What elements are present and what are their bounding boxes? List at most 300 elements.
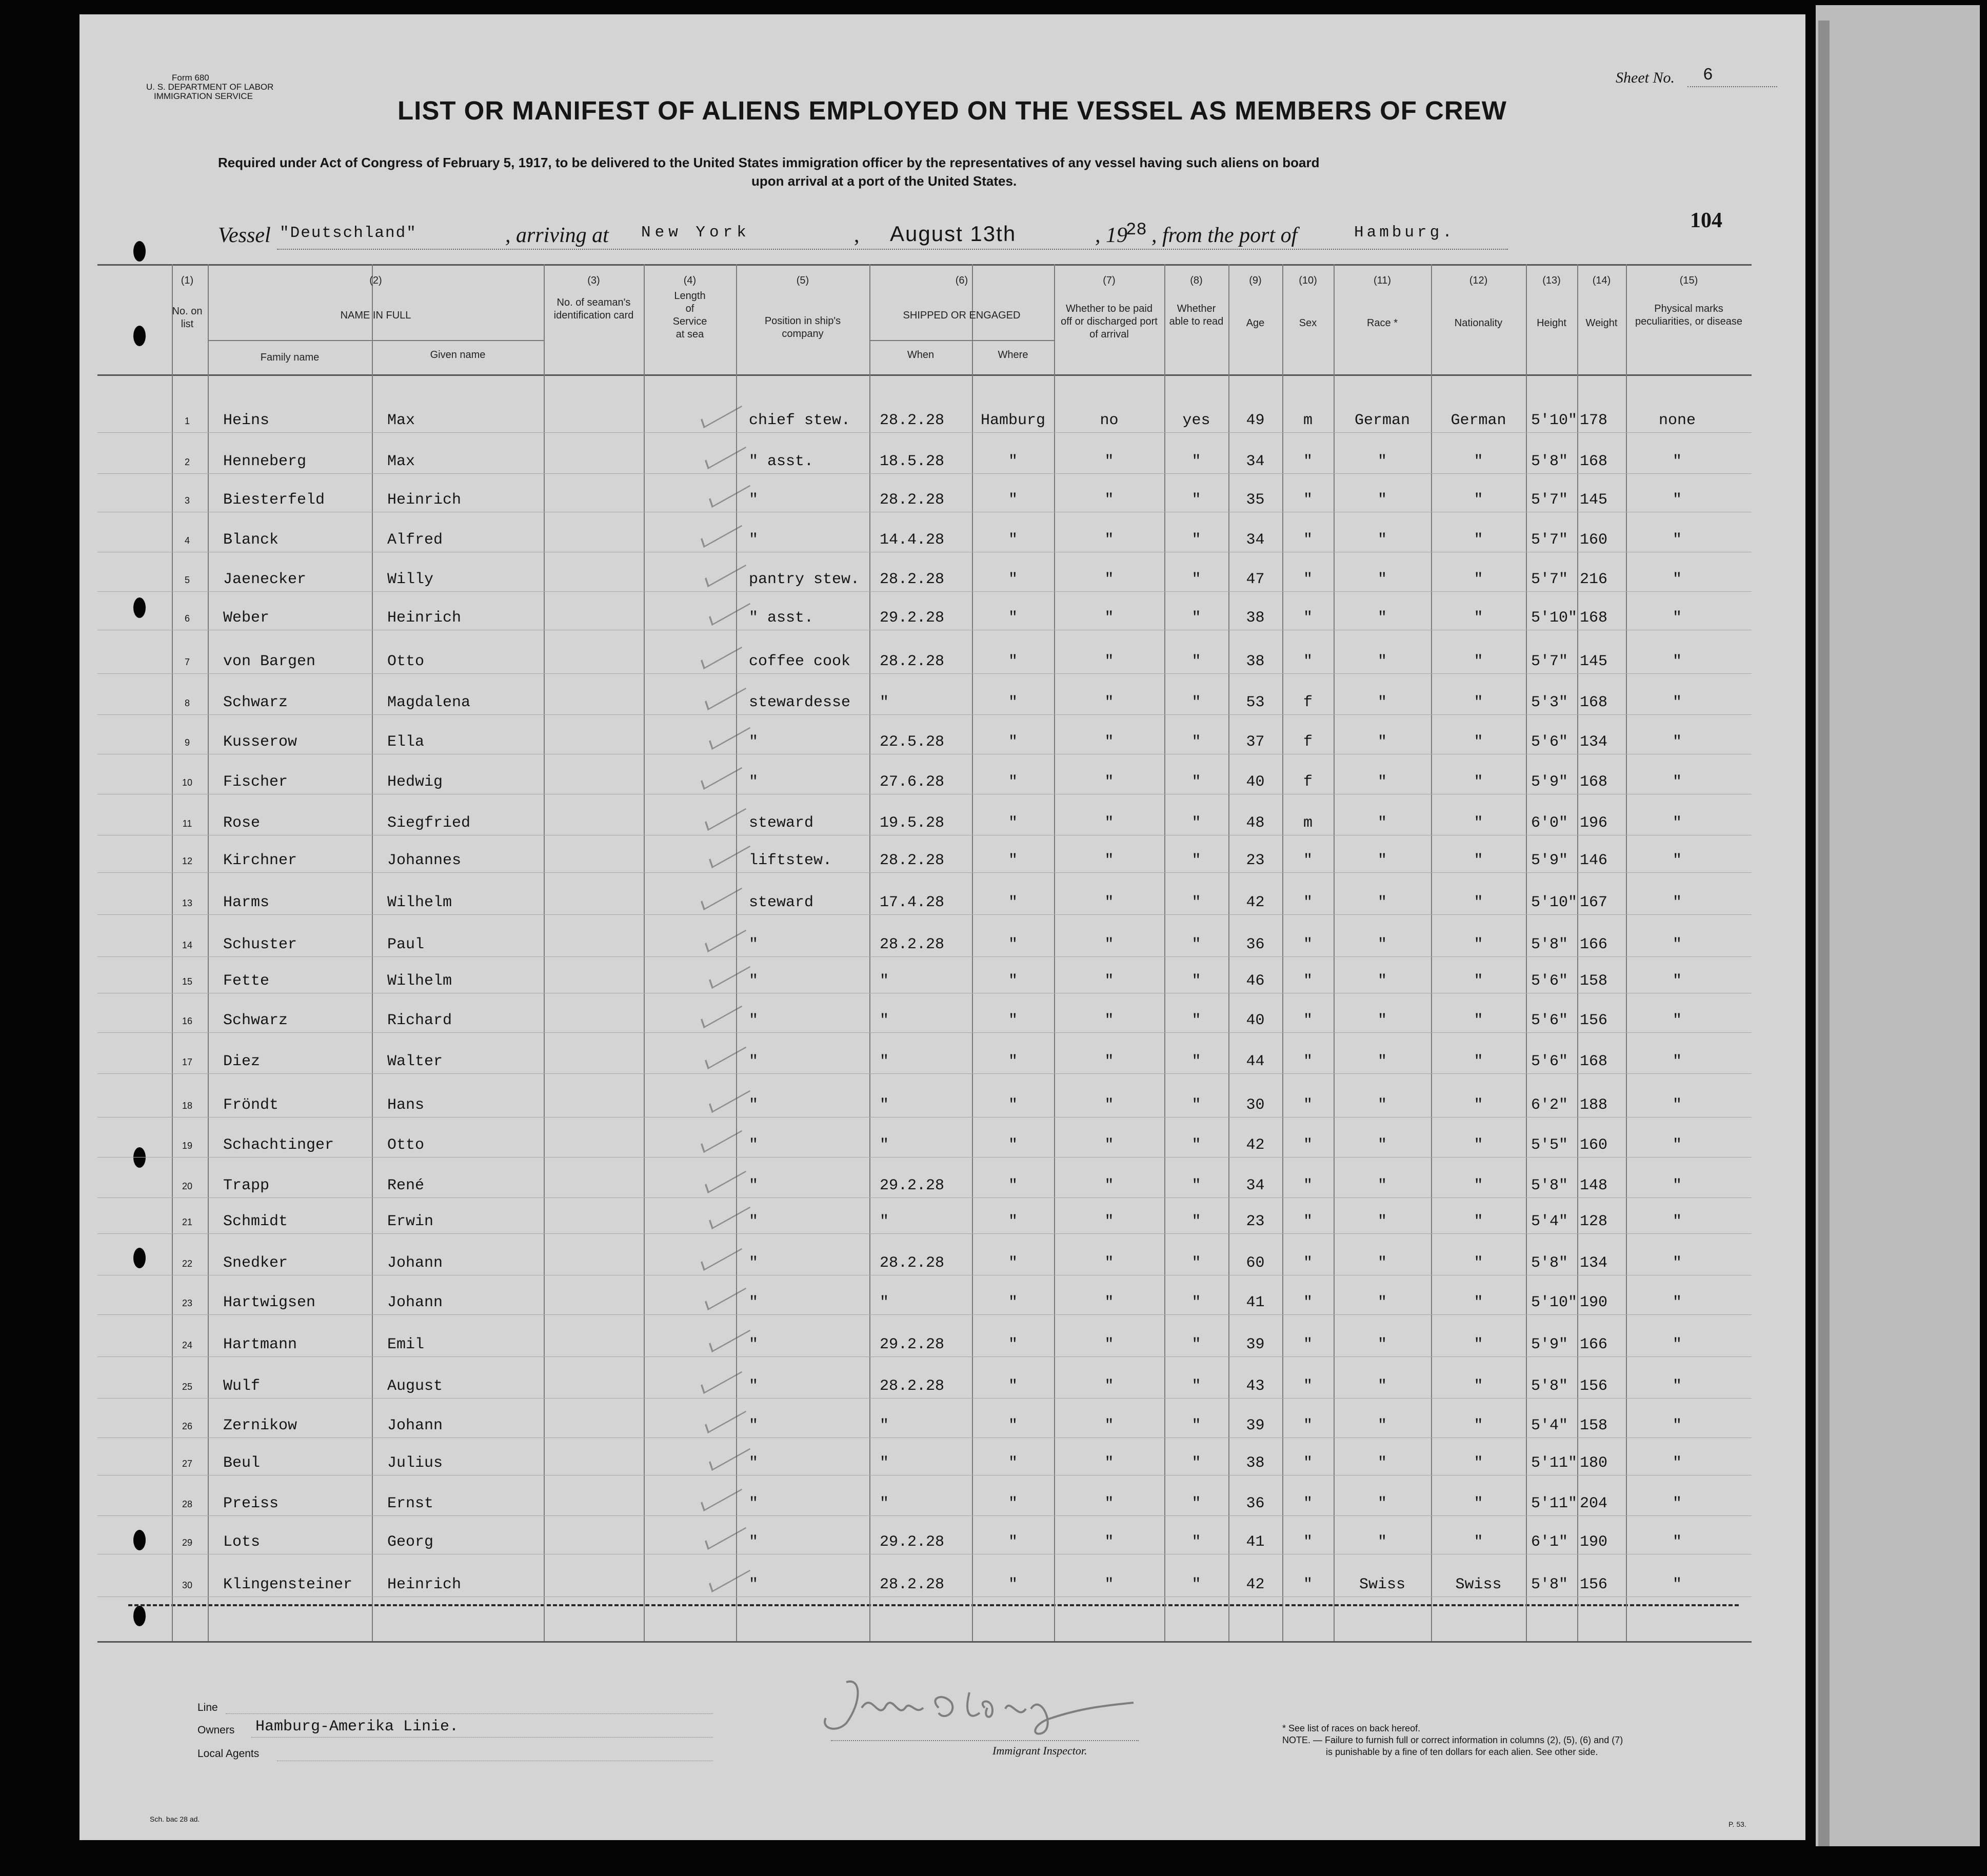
cell-position: liftstew. bbox=[749, 852, 832, 869]
year-value: 28 bbox=[1126, 221, 1147, 240]
cell-nat: " bbox=[1474, 1454, 1483, 1472]
cell-marks: " bbox=[1672, 733, 1682, 751]
cell-paid: " bbox=[1104, 894, 1114, 911]
cell-sex: " bbox=[1303, 1495, 1313, 1512]
cell-height: 5'9" bbox=[1531, 773, 1568, 791]
cell-nat: " bbox=[1474, 653, 1483, 670]
row-rule bbox=[97, 714, 1752, 715]
cell-height: 5'8" bbox=[1531, 453, 1568, 470]
cell-race: " bbox=[1377, 1294, 1387, 1311]
cell-no: 20 bbox=[182, 1181, 193, 1191]
cell-read: " bbox=[1191, 571, 1201, 588]
cell-where: " bbox=[1008, 1136, 1018, 1154]
cell-marks: " bbox=[1672, 1053, 1682, 1070]
cell-race: " bbox=[1377, 1336, 1387, 1353]
owners-label: Owners bbox=[197, 1724, 235, 1736]
cell-paid: " bbox=[1104, 694, 1114, 711]
cell-family: Fröndt bbox=[223, 1096, 279, 1114]
cell-where: " bbox=[1008, 773, 1018, 791]
col-1-label: No. on list bbox=[172, 306, 203, 330]
cell-sex: " bbox=[1303, 531, 1313, 549]
cell-paid: " bbox=[1104, 491, 1114, 509]
cell-read: " bbox=[1191, 1053, 1201, 1070]
col-2-label: NAME IN FULL bbox=[340, 310, 411, 321]
cell-age: 38 bbox=[1246, 653, 1265, 670]
cell-marks: " bbox=[1672, 1336, 1682, 1353]
cell-position: stewardesse bbox=[749, 694, 851, 711]
cell-marks: " bbox=[1672, 936, 1682, 953]
cell-nat: " bbox=[1474, 1294, 1483, 1311]
cell-race: " bbox=[1377, 814, 1387, 832]
cell-position: " bbox=[749, 1576, 759, 1593]
cell-read: " bbox=[1191, 1533, 1201, 1551]
cell-given: Siegfried bbox=[387, 814, 471, 832]
cell-age: 23 bbox=[1246, 1213, 1265, 1230]
cell-height: 6'1" bbox=[1531, 1533, 1568, 1551]
column-divider bbox=[372, 264, 373, 1641]
cell-position: " bbox=[749, 1177, 759, 1194]
name-sub-divider bbox=[208, 340, 544, 341]
cell-when: 29.2.28 bbox=[880, 609, 945, 627]
cell-no: 18 bbox=[182, 1101, 193, 1111]
cell-read: " bbox=[1191, 1012, 1201, 1029]
cell-race: " bbox=[1377, 773, 1387, 791]
cell-nat: " bbox=[1474, 1495, 1483, 1512]
departure-port: Hamburg. bbox=[1354, 224, 1455, 242]
cell-nat: " bbox=[1474, 1533, 1483, 1551]
cell-age: 37 bbox=[1246, 733, 1265, 751]
cell-race: " bbox=[1377, 733, 1387, 751]
owners-value: Hamburg-Amerika Linie. bbox=[255, 1718, 459, 1735]
cell-family: Schachtinger bbox=[223, 1136, 334, 1154]
cell-sex: " bbox=[1303, 1417, 1313, 1434]
row-rule bbox=[97, 1398, 1752, 1399]
cell-when: 28.2.28 bbox=[880, 571, 945, 588]
cell-nat: " bbox=[1474, 733, 1483, 751]
cell-given: Hedwig bbox=[387, 773, 443, 791]
cell-where: " bbox=[1008, 1495, 1018, 1512]
cell-no: 13 bbox=[182, 898, 193, 908]
cell-no: 23 bbox=[182, 1298, 193, 1308]
subtitle-line-2: upon arrival at a port of the United States. bbox=[751, 173, 1017, 189]
cell-position: " asst. bbox=[749, 453, 814, 470]
col-9-num: (9) bbox=[1249, 275, 1262, 286]
cell-family: Diez bbox=[223, 1053, 261, 1070]
cell-position: " bbox=[749, 1417, 759, 1434]
cell-age: 46 bbox=[1246, 972, 1265, 990]
cell-where: " bbox=[1008, 609, 1018, 627]
cell-when: 22.5.28 bbox=[880, 733, 945, 751]
cell-where: " bbox=[1008, 1378, 1018, 1395]
cell-sex: f bbox=[1303, 694, 1313, 711]
cell-height: 6'0" bbox=[1531, 814, 1568, 832]
service-label: IMMIGRATION SERVICE bbox=[154, 91, 253, 101]
cell-read: " bbox=[1191, 453, 1201, 470]
cell-nat: German bbox=[1450, 412, 1506, 429]
cell-read: " bbox=[1191, 733, 1201, 751]
cell-position: pantry stew. bbox=[749, 571, 860, 588]
cell-family: Hartwigsen bbox=[223, 1294, 316, 1311]
inspector-label: Immigrant Inspector. bbox=[992, 1744, 1087, 1757]
column-divider bbox=[869, 264, 870, 1641]
cell-race: " bbox=[1377, 491, 1387, 509]
cell-position: coffee cook bbox=[749, 653, 851, 670]
header-bottom-border bbox=[97, 374, 1752, 376]
cell-weight: 148 bbox=[1580, 1177, 1608, 1194]
cell-where: Hamburg bbox=[980, 412, 1046, 429]
cell-when: 28.2.28 bbox=[880, 1254, 945, 1272]
cell-race: " bbox=[1377, 453, 1387, 470]
col-8-num: (8) bbox=[1190, 275, 1203, 286]
cell-race: " bbox=[1377, 1096, 1387, 1114]
cell-race: " bbox=[1377, 694, 1387, 711]
arrival-date: August 13th bbox=[890, 222, 1017, 246]
cell-age: 42 bbox=[1246, 1136, 1265, 1154]
voyage-underline bbox=[277, 249, 1508, 250]
cell-family: Harms bbox=[223, 894, 270, 911]
cell-marks: " bbox=[1672, 1378, 1682, 1395]
cell-nat: " bbox=[1474, 972, 1483, 990]
cell-sex: " bbox=[1303, 1533, 1313, 1551]
cell-when: " bbox=[880, 972, 889, 990]
cell-marks: " bbox=[1672, 894, 1682, 911]
cell-when: " bbox=[880, 1213, 889, 1230]
cell-sex: " bbox=[1303, 1096, 1313, 1114]
races-note: * See list of races on back hereof. bbox=[1282, 1723, 1421, 1733]
cell-no: 28 bbox=[182, 1499, 193, 1509]
cell-weight: 156 bbox=[1580, 1012, 1608, 1029]
cell-paid: " bbox=[1104, 1378, 1114, 1395]
cell-weight: 168 bbox=[1580, 609, 1608, 627]
cell-height: 5'9" bbox=[1531, 1336, 1568, 1353]
col-11-num: (11) bbox=[1373, 275, 1392, 286]
cell-when: 28.2.28 bbox=[880, 1378, 945, 1395]
cell-nat: " bbox=[1474, 1378, 1483, 1395]
cell-marks: " bbox=[1672, 1012, 1682, 1029]
cell-height: 5'10" bbox=[1531, 894, 1578, 911]
cell-nat: " bbox=[1474, 773, 1483, 791]
cell-race: " bbox=[1377, 972, 1387, 990]
cell-family: Schwarz bbox=[223, 694, 288, 711]
cell-where: " bbox=[1008, 894, 1018, 911]
line-underline bbox=[226, 1713, 713, 1714]
col-9-label: Age bbox=[1246, 317, 1265, 329]
cell-family: Hartmann bbox=[223, 1336, 297, 1353]
cell-paid: " bbox=[1104, 1495, 1114, 1512]
cell-height: 5'8" bbox=[1531, 1254, 1568, 1272]
cell-sex: " bbox=[1303, 852, 1313, 869]
cell-age: 42 bbox=[1246, 1576, 1265, 1593]
subtitle-line-1: Required under Act of Congress of February 5, 1917, to be delivered to the United States immigration officer by the representatives of any vessel having such aliens on board bbox=[218, 155, 1320, 170]
cell-race: " bbox=[1377, 1378, 1387, 1395]
col-3-num: (3) bbox=[587, 275, 600, 286]
cell-no: 4 bbox=[184, 535, 190, 546]
cell-height: 5'5" bbox=[1531, 1136, 1568, 1154]
column-divider bbox=[172, 264, 173, 1641]
cell-position: steward bbox=[749, 894, 814, 911]
cell-sex: " bbox=[1303, 491, 1313, 509]
cell-height: 5'10" bbox=[1531, 412, 1578, 429]
cell-age: 23 bbox=[1246, 852, 1265, 869]
cell-nat: " bbox=[1474, 453, 1483, 470]
cell-no: 5 bbox=[184, 575, 190, 585]
cell-age: 44 bbox=[1246, 1053, 1265, 1070]
cell-marks: " bbox=[1672, 1533, 1682, 1551]
cell-weight: 158 bbox=[1580, 972, 1608, 990]
cell-paid: " bbox=[1104, 453, 1114, 470]
cell-height: 5'8" bbox=[1531, 1177, 1568, 1194]
cell-when: 28.2.28 bbox=[880, 412, 945, 429]
row-rule bbox=[97, 914, 1752, 915]
cell-given: Johann bbox=[387, 1254, 443, 1272]
cell-position: " bbox=[749, 1533, 759, 1551]
cell-height: 5'8" bbox=[1531, 936, 1568, 953]
cell-marks: none bbox=[1658, 412, 1696, 429]
col-6-num: (6) bbox=[955, 275, 968, 286]
cell-sex: " bbox=[1303, 936, 1313, 953]
cell-when: " bbox=[880, 1012, 889, 1029]
col-10-num: (10) bbox=[1299, 275, 1317, 286]
cell-no: 24 bbox=[182, 1340, 193, 1350]
cell-age: 39 bbox=[1246, 1336, 1265, 1353]
col-15-num: (15) bbox=[1679, 275, 1698, 286]
cell-sex: " bbox=[1303, 1177, 1313, 1194]
cell-where: " bbox=[1008, 571, 1018, 588]
cell-where: " bbox=[1008, 531, 1018, 549]
cell-age: 40 bbox=[1246, 1012, 1265, 1029]
from-port-label: , from the port of bbox=[1151, 224, 1298, 247]
cell-sex: " bbox=[1303, 1576, 1313, 1593]
cell-no: 26 bbox=[182, 1421, 193, 1431]
sheet-number-label: Sheet No. bbox=[1616, 69, 1675, 86]
cell-weight: 180 bbox=[1580, 1454, 1608, 1472]
cell-nat: " bbox=[1474, 1336, 1483, 1353]
cell-family: Zernikow bbox=[223, 1417, 297, 1434]
cell-family: Biesterfeld bbox=[223, 491, 325, 509]
cell-when: 28.2.28 bbox=[880, 653, 945, 670]
cell-no: 6 bbox=[184, 613, 190, 624]
row-rule bbox=[97, 956, 1752, 957]
cell-height: 5'7" bbox=[1531, 531, 1568, 549]
cell-sex: " bbox=[1303, 1213, 1313, 1230]
cell-race: " bbox=[1377, 1495, 1387, 1512]
cell-race: " bbox=[1377, 1136, 1387, 1154]
cell-where: " bbox=[1008, 972, 1018, 990]
cell-weight: 156 bbox=[1580, 1378, 1608, 1395]
cell-family: Beul bbox=[223, 1454, 261, 1472]
cell-weight: 134 bbox=[1580, 1254, 1608, 1272]
cell-given: Max bbox=[387, 453, 415, 470]
cell-race: " bbox=[1377, 531, 1387, 549]
signature-underline bbox=[831, 1740, 1139, 1741]
cell-given: Alfred bbox=[387, 531, 443, 549]
col-15-label: Physical marks peculiarities, or disease bbox=[1635, 303, 1742, 327]
cell-given: Richard bbox=[387, 1012, 452, 1029]
cell-given: Wilhelm bbox=[387, 894, 452, 911]
manifest-title: LIST OR MANIFEST OF ALIENS EMPLOYED ON THE VESSEL AS MEMBERS OF CREW bbox=[398, 96, 1507, 125]
cell-weight: 166 bbox=[1580, 936, 1608, 953]
cell-no: 9 bbox=[184, 737, 190, 748]
cell-position: " bbox=[749, 1012, 759, 1029]
row-rule bbox=[97, 1515, 1752, 1516]
cell-position: " bbox=[749, 773, 759, 791]
cell-nat: " bbox=[1474, 1012, 1483, 1029]
cell-read: " bbox=[1191, 1417, 1201, 1434]
col-14-label: Weight bbox=[1585, 317, 1618, 329]
col-12-num: (12) bbox=[1469, 275, 1488, 286]
cell-height: 5'3" bbox=[1531, 694, 1568, 711]
cell-paid: " bbox=[1104, 1576, 1114, 1593]
cell-marks: " bbox=[1672, 1136, 1682, 1154]
row-rule bbox=[97, 673, 1752, 674]
cell-no: 8 bbox=[184, 698, 190, 708]
cell-height: 5'11" bbox=[1531, 1495, 1578, 1512]
cell-given: Wilhelm bbox=[387, 972, 452, 990]
cell-paid: " bbox=[1104, 1417, 1114, 1434]
cell-no: 27 bbox=[182, 1459, 193, 1469]
cell-nat: " bbox=[1474, 694, 1483, 711]
cell-family: Lots bbox=[223, 1533, 261, 1551]
cell-weight: 204 bbox=[1580, 1495, 1608, 1512]
penalty-note-2: is punishable by a fine of ten dollars for each alien. See other side. bbox=[1326, 1747, 1598, 1757]
cell-no: 12 bbox=[182, 856, 193, 866]
sheet-number-underline bbox=[1687, 86, 1777, 87]
cell-weight: 168 bbox=[1580, 1053, 1608, 1070]
row-rule bbox=[97, 1314, 1752, 1315]
cell-height: 5'7" bbox=[1531, 571, 1568, 588]
cell-marks: " bbox=[1672, 1177, 1682, 1194]
cell-when: " bbox=[880, 1053, 889, 1070]
arrival-port: New York bbox=[641, 224, 750, 242]
cell-read: " bbox=[1191, 1454, 1201, 1472]
cell-family: Schuster bbox=[223, 936, 297, 953]
cell-read: " bbox=[1191, 491, 1201, 509]
cell-read: yes bbox=[1182, 412, 1210, 429]
column-divider bbox=[1577, 264, 1578, 1641]
row-rule bbox=[97, 1032, 1752, 1033]
cell-marks: " bbox=[1672, 1454, 1682, 1472]
cell-paid: " bbox=[1104, 852, 1114, 869]
cell-sex: f bbox=[1303, 733, 1313, 751]
cell-race: " bbox=[1377, 1254, 1387, 1272]
col-5-num: (5) bbox=[796, 275, 809, 286]
cell-no: 19 bbox=[182, 1141, 193, 1151]
cell-family: Kusserow bbox=[223, 733, 297, 751]
row-rule bbox=[97, 591, 1752, 592]
cell-when: " bbox=[880, 694, 889, 711]
col-7-label: Whether to be paid off or discharged port of arrival bbox=[1061, 303, 1158, 340]
cell-marks: " bbox=[1672, 1576, 1682, 1593]
cell-paid: " bbox=[1104, 1177, 1114, 1194]
cell-age: 47 bbox=[1246, 571, 1265, 588]
cell-position: " bbox=[749, 1213, 759, 1230]
cell-where: " bbox=[1008, 1053, 1018, 1070]
row-rule bbox=[97, 1596, 1752, 1597]
cell-read: " bbox=[1191, 1378, 1201, 1395]
cell-marks: " bbox=[1672, 453, 1682, 470]
cell-paid: " bbox=[1104, 1533, 1114, 1551]
cell-where: " bbox=[1008, 453, 1018, 470]
cell-family: von Bargen bbox=[223, 653, 316, 670]
cell-nat: " bbox=[1474, 531, 1483, 549]
sheet-number: 6 bbox=[1703, 66, 1713, 85]
cell-race: " bbox=[1377, 894, 1387, 911]
cell-age: 36 bbox=[1246, 1495, 1265, 1512]
cell-marks: " bbox=[1672, 1213, 1682, 1230]
cell-nat: " bbox=[1474, 1053, 1483, 1070]
cell-marks: " bbox=[1672, 972, 1682, 990]
cell-nat: " bbox=[1474, 609, 1483, 627]
cell-family: Schwarz bbox=[223, 1012, 288, 1029]
cell-position: " bbox=[749, 531, 759, 549]
cell-position: " bbox=[749, 1136, 759, 1154]
binder-hole bbox=[133, 1606, 146, 1626]
cell-family: Fischer bbox=[223, 773, 288, 791]
col-3-label: No. of seaman's identification card bbox=[553, 297, 634, 321]
cell-age: 41 bbox=[1246, 1294, 1265, 1311]
col-2-family-label: Family name bbox=[260, 352, 320, 363]
cell-sex: " bbox=[1303, 571, 1313, 588]
cell-race: " bbox=[1377, 571, 1387, 588]
cell-no: 1 bbox=[184, 416, 190, 426]
year-label: , 19 bbox=[1095, 224, 1127, 247]
cell-no: 11 bbox=[182, 819, 192, 829]
penalty-note-1: NOTE. — Failure to furnish full or correct information in columns (2), (5), (6) and (7) bbox=[1282, 1735, 1623, 1745]
cell-paid: " bbox=[1104, 1336, 1114, 1353]
binder-hole bbox=[133, 1147, 146, 1168]
col-14-num: (14) bbox=[1592, 275, 1611, 286]
cell-where: " bbox=[1008, 1336, 1018, 1353]
cell-sex: " bbox=[1303, 1136, 1313, 1154]
cell-weight: 166 bbox=[1580, 1336, 1608, 1353]
col-8-label: Whether able to read bbox=[1169, 303, 1224, 327]
cell-height: 5'8" bbox=[1531, 1576, 1568, 1593]
cell-nat: " bbox=[1474, 1213, 1483, 1230]
cell-when: 14.4.28 bbox=[880, 531, 945, 549]
cell-read: " bbox=[1191, 936, 1201, 953]
cell-when: 29.2.28 bbox=[880, 1177, 945, 1194]
cell-read: " bbox=[1191, 1213, 1201, 1230]
cell-marks: " bbox=[1672, 571, 1682, 588]
schedule-code: Sch. bac 28 ad. bbox=[150, 1815, 200, 1823]
cell-given: August bbox=[387, 1378, 443, 1395]
cell-where: " bbox=[1008, 936, 1018, 953]
cell-no: 22 bbox=[182, 1259, 193, 1269]
cell-given: Johann bbox=[387, 1417, 443, 1434]
cell-no: 3 bbox=[184, 495, 190, 506]
cell-sex: m bbox=[1303, 814, 1313, 832]
cell-race: " bbox=[1377, 1053, 1387, 1070]
cell-paid: " bbox=[1104, 1254, 1114, 1272]
cell-age: 60 bbox=[1246, 1254, 1265, 1272]
cell-age: 40 bbox=[1246, 773, 1265, 791]
cell-sex: " bbox=[1303, 1454, 1313, 1472]
col-6-label: SHIPPED OR ENGAGED bbox=[903, 310, 1021, 321]
cell-where: " bbox=[1008, 733, 1018, 751]
cell-height: 6'2" bbox=[1531, 1096, 1568, 1114]
cell-position: " bbox=[749, 936, 759, 953]
cell-race: " bbox=[1377, 1533, 1387, 1551]
col-2-given-label: Given name bbox=[430, 349, 486, 361]
cell-position: " bbox=[749, 1096, 759, 1114]
cell-where: " bbox=[1008, 1096, 1018, 1114]
cell-sex: " bbox=[1303, 1294, 1313, 1311]
col-11-label: Race * bbox=[1366, 317, 1398, 329]
cell-position: " bbox=[749, 1378, 759, 1395]
cell-race: German bbox=[1354, 412, 1410, 429]
cell-nat: " bbox=[1474, 894, 1483, 911]
cell-read: " bbox=[1191, 653, 1201, 670]
